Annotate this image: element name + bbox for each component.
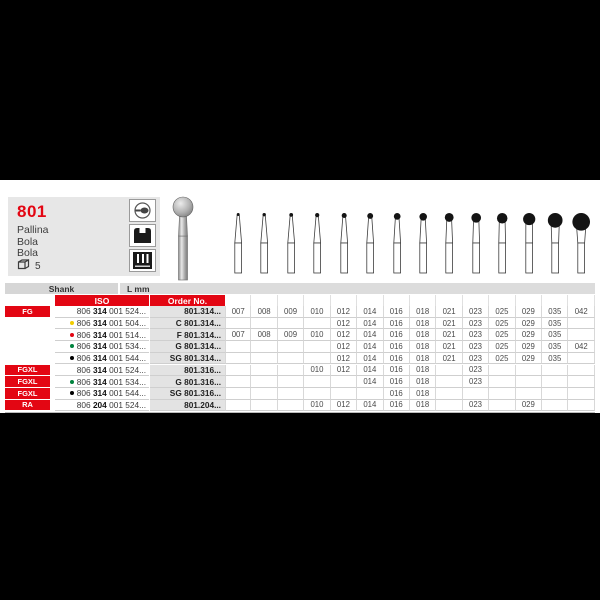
order-number-cell: C 801.314... — [150, 318, 225, 330]
size-cell-029: 029 — [516, 329, 542, 341]
size-cell-018: 018 — [410, 365, 436, 377]
size-cell-009 — [278, 400, 304, 412]
size-cell-014: 014 — [357, 318, 383, 330]
size-cell-008 — [251, 400, 277, 412]
size-cell-025 — [489, 365, 515, 377]
size-cell-016: 016 — [384, 329, 410, 341]
size-cell-008 — [251, 318, 277, 330]
iso-number: 806 314 001 534... — [76, 376, 146, 387]
size-cell-035: 035 — [542, 353, 568, 365]
size-cell-009 — [278, 318, 304, 330]
size-cell-035 — [542, 376, 568, 388]
size-cell-018: 018 — [410, 388, 436, 400]
iso-number-cell — [55, 376, 149, 388]
order-number-cell: 801.316... — [150, 365, 225, 377]
product-number: 801 — [17, 202, 47, 221]
table-bottom-border — [5, 412, 595, 414]
size-cell-010 — [304, 376, 330, 388]
size-cell-009 — [278, 376, 304, 388]
size-cell-007 — [225, 341, 251, 353]
shank-label-fgxl: FGXL — [5, 376, 50, 387]
order-number-cell: 801.314... — [150, 306, 225, 318]
size-grid-spacer-cell — [436, 295, 462, 306]
size-grid-spacer-cell — [568, 295, 594, 306]
iso-column-header: ISO — [55, 295, 149, 306]
size-cell-009 — [278, 353, 304, 365]
size-cell-009 — [278, 341, 304, 353]
size-cell-042: 042 — [568, 341, 594, 353]
size-cell-021 — [436, 388, 462, 400]
size-grid-spacer-cell — [357, 295, 383, 306]
catalog-panel — [0, 180, 600, 413]
iso-number: 806 204 001 524... — [76, 399, 146, 410]
size-cell-008: 008 — [251, 306, 277, 318]
table-row — [0, 318, 600, 330]
size-cells — [225, 341, 595, 353]
bur-illustration-029 — [516, 195, 542, 280]
size-grid-spacer-cell — [489, 295, 515, 306]
order-number-cell: SG 801.316... — [150, 388, 225, 400]
size-cell-007 — [225, 400, 251, 412]
bur-illustration-035 — [542, 195, 568, 280]
size-cell-007 — [225, 388, 251, 400]
size-cell-029 — [516, 376, 542, 388]
iso-number-cell — [55, 329, 149, 341]
size-cell-012: 012 — [331, 353, 357, 365]
grit-dot-red — [70, 333, 74, 337]
iso-number-cell — [55, 400, 149, 412]
size-cell-014: 014 — [357, 400, 383, 412]
size-cell-016: 016 — [384, 365, 410, 377]
size-cell-008 — [251, 353, 277, 365]
size-grid-spacer-cell — [542, 295, 568, 306]
bur-illustration-008 — [251, 195, 277, 280]
size-cell-029 — [516, 388, 542, 400]
table-row — [0, 400, 600, 412]
size-cells — [225, 376, 595, 388]
order-number-cell: SG 801.314... — [150, 353, 225, 365]
size-grid-spacer-cell — [384, 295, 410, 306]
grit-dot-black — [70, 356, 74, 360]
iso-number: 806 314 001 534... — [76, 341, 146, 352]
size-cell-010 — [304, 341, 330, 353]
size-cell-007 — [225, 353, 251, 365]
size-cells — [225, 400, 595, 412]
size-cell-009 — [278, 388, 304, 400]
size-cell-021: 021 — [436, 329, 462, 341]
size-cell-042 — [568, 388, 594, 400]
size-cell-014: 014 — [357, 365, 383, 377]
size-cell-042 — [568, 318, 594, 330]
size-cell-008: 008 — [251, 329, 277, 341]
bur-illustration-009 — [278, 195, 304, 280]
product-name-pt: Bola — [17, 247, 39, 259]
size-cell-029: 029 — [516, 400, 542, 412]
package-icon — [17, 259, 30, 273]
size-cell-029: 029 — [516, 318, 542, 330]
size-grid-spacer — [225, 295, 595, 306]
size-cell-014: 014 — [357, 353, 383, 365]
size-cell-012: 012 — [331, 329, 357, 341]
bur-illustration-007 — [225, 195, 251, 280]
pack-quantity: 5 — [35, 260, 41, 272]
size-cell-018: 018 — [410, 353, 436, 365]
iso-number: 806 314 001 524... — [76, 364, 146, 375]
size-cell-010 — [304, 353, 330, 365]
size-cell-021 — [436, 365, 462, 377]
size-cell-042 — [568, 353, 594, 365]
shank-label-fgxl: FGXL — [5, 388, 50, 399]
order-number-cell: 801.204... — [150, 400, 225, 412]
size-cell-008 — [251, 376, 277, 388]
order-number-cell: F 801.314... — [150, 329, 225, 341]
size-cell-029: 029 — [516, 341, 542, 353]
size-cell-023: 023 — [463, 400, 489, 412]
size-cells — [225, 365, 595, 377]
shank-label-fg: FG — [5, 306, 50, 317]
size-cell-023: 023 — [463, 318, 489, 330]
size-cell-025: 025 — [489, 341, 515, 353]
bur-illustration-014 — [357, 195, 383, 280]
size-grid-spacer-cell — [225, 295, 251, 306]
size-cells — [225, 318, 595, 330]
size-cell-018: 018 — [410, 318, 436, 330]
size-cell-029: 029 — [516, 306, 542, 318]
size-cell-010: 010 — [304, 365, 330, 377]
size-cell-009: 009 — [278, 329, 304, 341]
size-cell-010: 010 — [304, 306, 330, 318]
size-cell-008 — [251, 341, 277, 353]
size-cell-012: 012 — [331, 400, 357, 412]
iso-number: 806 314 001 504... — [76, 318, 146, 329]
size-cell-029 — [516, 365, 542, 377]
table-row — [0, 341, 600, 353]
size-grid-spacer-cell — [278, 295, 304, 306]
size-cell-021 — [436, 376, 462, 388]
size-cell-012: 012 — [331, 318, 357, 330]
size-cell-018: 018 — [410, 329, 436, 341]
cavity-icon — [129, 224, 156, 247]
size-cell-025 — [489, 388, 515, 400]
size-cell-014 — [357, 388, 383, 400]
iso-number-cell — [55, 341, 149, 353]
bur-illustration-021 — [436, 195, 462, 280]
size-cell-010: 010 — [304, 400, 330, 412]
size-cell-021: 021 — [436, 353, 462, 365]
size-cell-035: 035 — [542, 306, 568, 318]
bur-illustration-010 — [304, 195, 330, 280]
product-info-box — [8, 197, 160, 276]
bur-illustration-042 — [568, 195, 594, 280]
size-cell-016: 016 — [384, 318, 410, 330]
iso-number: 806 314 001 544... — [76, 353, 146, 364]
size-grid-spacer-cell — [331, 295, 357, 306]
size-cell-025: 025 — [489, 318, 515, 330]
size-cell-021 — [436, 400, 462, 412]
size-cell-035: 035 — [542, 329, 568, 341]
bur-size-illustrations — [225, 195, 595, 280]
size-cell-042 — [568, 376, 594, 388]
size-cell-018: 018 — [410, 306, 436, 318]
size-cell-042 — [568, 365, 594, 377]
size-cell-012: 012 — [331, 306, 357, 318]
l-mm-header: L mm — [120, 283, 595, 294]
size-grid-spacer-cell — [304, 295, 330, 306]
pack-quantity-row — [17, 259, 41, 273]
size-cell-012 — [331, 388, 357, 400]
size-cell-007: 007 — [225, 329, 251, 341]
size-cell-018: 018 — [410, 400, 436, 412]
size-cell-010: 010 — [304, 329, 330, 341]
size-cell-014: 014 — [357, 306, 383, 318]
size-cell-016: 016 — [384, 353, 410, 365]
table-row — [0, 353, 600, 365]
size-cells — [225, 306, 595, 318]
size-cell-025: 025 — [489, 306, 515, 318]
grit-dot-yellow — [70, 321, 74, 325]
size-cell-009 — [278, 365, 304, 377]
size-cell-012: 012 — [331, 341, 357, 353]
iso-number-cell — [55, 306, 149, 318]
size-cell-008 — [251, 365, 277, 377]
grit-dot-green — [70, 344, 74, 348]
size-cell-008 — [251, 388, 277, 400]
shank-label-ra: RA — [5, 400, 50, 411]
size-cell-035 — [542, 400, 568, 412]
bur-illustration-016 — [384, 195, 410, 280]
size-cell-018: 018 — [410, 376, 436, 388]
size-cell-010 — [304, 318, 330, 330]
instruments-icon — [129, 249, 156, 272]
size-cell-035 — [542, 365, 568, 377]
size-grid-spacer-cell — [516, 295, 542, 306]
bur-illustration-012 — [331, 195, 357, 280]
size-grid-spacer-cell — [463, 295, 489, 306]
size-cell-023 — [463, 388, 489, 400]
size-cell-025 — [489, 376, 515, 388]
size-cell-016: 016 — [384, 388, 410, 400]
size-cell-016: 016 — [384, 341, 410, 353]
size-cell-023: 023 — [463, 341, 489, 353]
size-cell-023: 023 — [463, 365, 489, 377]
iso-number: 806 314 001 524... — [76, 306, 146, 317]
size-cell-021: 021 — [436, 306, 462, 318]
table-row — [0, 376, 600, 388]
size-cell-021: 021 — [436, 341, 462, 353]
size-cell-016: 016 — [384, 306, 410, 318]
size-cell-007 — [225, 376, 251, 388]
size-cell-014: 014 — [357, 329, 383, 341]
iso-number-cell — [55, 353, 149, 365]
order-no-column-header: Order No. — [150, 295, 225, 306]
size-cell-025 — [489, 400, 515, 412]
iso-number: 806 314 001 514... — [76, 329, 146, 340]
bur-illustration-025 — [489, 195, 515, 280]
handpiece-icon — [129, 199, 156, 222]
size-cell-042 — [568, 329, 594, 341]
size-cell-042 — [568, 400, 594, 412]
size-cell-014: 014 — [357, 376, 383, 388]
product-name-it: Pallina — [17, 224, 49, 236]
iso-number: 806 314 001 544... — [76, 388, 146, 399]
size-cell-023: 023 — [463, 353, 489, 365]
size-cells — [225, 388, 595, 400]
size-cell-014: 014 — [357, 341, 383, 353]
shank-label-fgxl: FGXL — [5, 365, 50, 376]
grit-dot-black — [70, 391, 74, 395]
bur-illustration-023 — [463, 195, 489, 280]
size-cell-035: 035 — [542, 318, 568, 330]
size-cell-025: 025 — [489, 353, 515, 365]
iso-number-cell — [55, 388, 149, 400]
size-grid-spacer-cell — [251, 295, 277, 306]
table-row — [0, 388, 600, 400]
bur-photo — [163, 192, 203, 287]
size-cell-023: 023 — [463, 376, 489, 388]
size-cells — [225, 329, 595, 341]
size-cell-025: 025 — [489, 329, 515, 341]
size-cell-009: 009 — [278, 306, 304, 318]
size-cell-021: 021 — [436, 318, 462, 330]
size-cell-012 — [331, 376, 357, 388]
size-cell-010 — [304, 388, 330, 400]
size-cell-007 — [225, 318, 251, 330]
size-cell-016: 016 — [384, 400, 410, 412]
size-cells — [225, 353, 595, 365]
size-cell-023: 023 — [463, 306, 489, 318]
size-cell-018: 018 — [410, 341, 436, 353]
table-row — [0, 365, 600, 377]
table-row — [0, 306, 600, 318]
size-cell-016: 016 — [384, 376, 410, 388]
grit-dot-green — [70, 380, 74, 384]
iso-number-cell — [55, 318, 149, 330]
size-cell-007 — [225, 365, 251, 377]
product-name-es: Bola — [17, 236, 39, 248]
bur-illustration-018 — [410, 195, 436, 280]
size-cell-023: 023 — [463, 329, 489, 341]
order-number-cell: G 801.314... — [150, 341, 225, 353]
shank-column-header: Shank — [5, 283, 118, 294]
order-number-cell: G 801.316... — [150, 376, 225, 388]
table-row — [0, 329, 600, 341]
size-cell-029: 029 — [516, 353, 542, 365]
iso-number-cell — [55, 365, 149, 377]
size-grid-spacer-cell — [410, 295, 436, 306]
size-cell-042: 042 — [568, 306, 594, 318]
size-cell-012: 012 — [331, 365, 357, 377]
size-cell-035: 035 — [542, 341, 568, 353]
size-cell-035 — [542, 388, 568, 400]
size-cell-007: 007 — [225, 306, 251, 318]
